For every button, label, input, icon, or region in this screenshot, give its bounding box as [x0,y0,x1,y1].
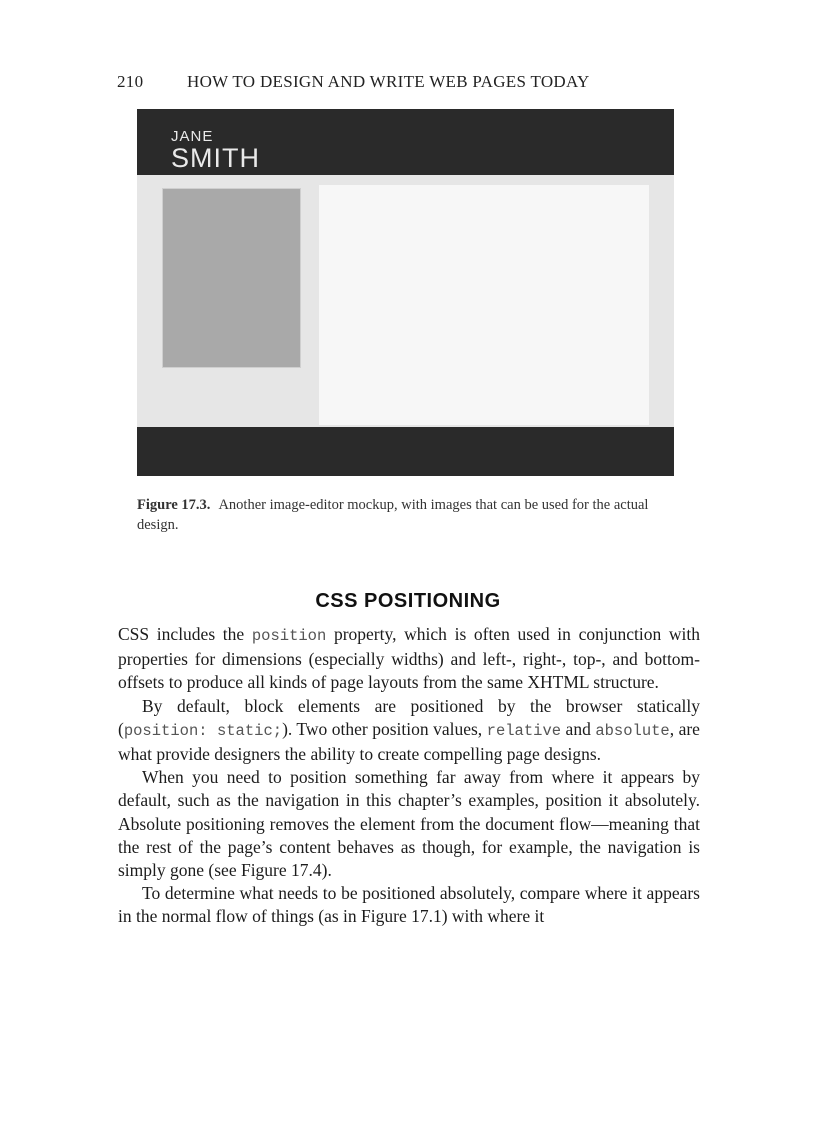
text-run: property, which is often used in conjunction with properties for dimensions (especially widths) and left-, right-, top-, and bottom-offsets to produce all kinds of page layouts from the same XHTML structure. [118,624,700,693]
running-head [117,72,590,92]
text-run: and [561,718,596,739]
body-text [118,623,700,929]
paragraph: When you need to position something far away from where it appears by default, such as the navigation in this chapter’s examples, position it absolutely. Absolute positioning removes the element from the document flow—meaning that the rest of the page’s content behaves as though, for example, the navigation is simply gone (see Figure 17.4). [118,767,700,881]
inline-code: position [251,627,327,645]
inline-code: absolute [595,721,670,740]
paragraph [118,623,700,695]
mockup-content-area [319,185,649,425]
mockup-site-name [171,129,260,172]
text-run: ). Two other position values, [282,718,487,739]
page-number: 210 [117,72,144,91]
figure-caption-text: Another image-editor mockup, with images that can be used for the actual design. [137,497,649,533]
text-run: By default, block elements are positioned by the browser statically ( [118,695,700,739]
text-run: CSS includes the [118,624,252,644]
mockup-header-bar [137,109,674,175]
figure-mockup [137,109,674,476]
text-run: , are what provide designers the ability to create compelling page designs. [118,718,700,765]
figure-caption [137,495,682,535]
mockup-footer-bar [137,427,674,476]
paragraph [118,695,700,767]
mockup-last-name: SMITH [171,143,260,173]
running-head-title: HOW TO DESIGN AND WRITE WEB PAGES TODAY [187,72,590,91]
paragraph: To determine what needs to be positioned absolutely, compare where it appears in the normal flow of things (as in Figure 17.1) with where it [118,883,700,927]
inline-code: relative [486,721,562,740]
figure-label: Figure 17.3. [137,497,211,513]
mockup-sidebar-image-block [162,188,301,368]
section-heading: CSS POSITIONING [315,590,501,612]
mockup-first-name: JANE [171,128,214,145]
inline-code: position: static; [123,721,283,740]
